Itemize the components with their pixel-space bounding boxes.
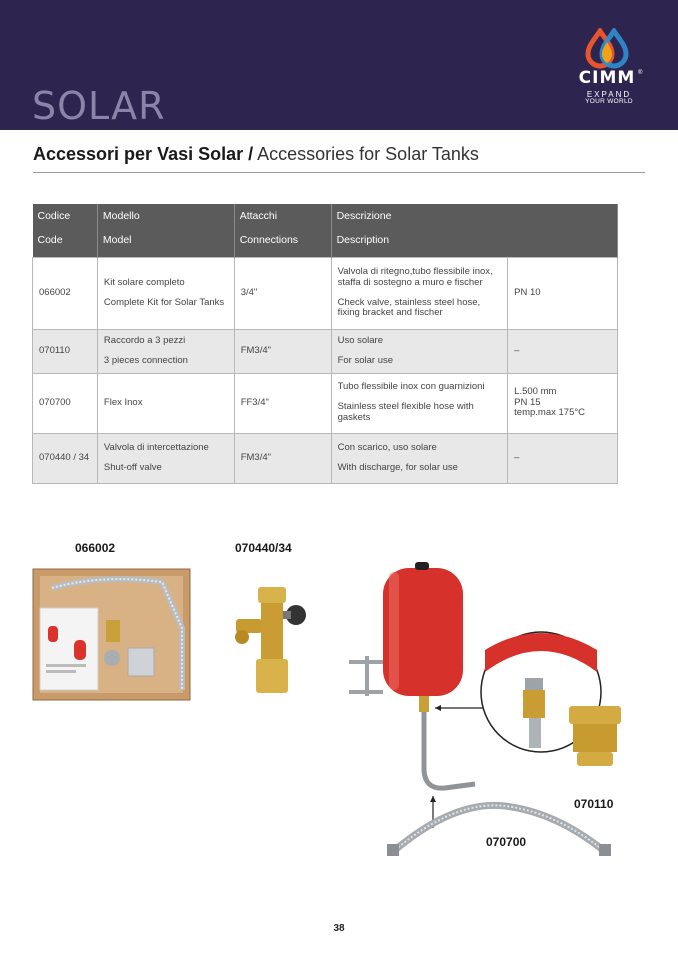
- label-connection: 070110: [574, 797, 614, 811]
- cimm-logo: [576, 28, 646, 110]
- cell-model: Valvola di intercettazione Shut-off valve: [97, 433, 234, 483]
- cell-code: 070110: [33, 329, 98, 373]
- table-row: [33, 373, 618, 433]
- cell-code: 070440 / 34: [33, 433, 98, 483]
- accessories-table: [32, 204, 618, 484]
- table-header-row: [33, 204, 618, 257]
- solar-kit-box-image: [32, 568, 192, 702]
- cell-code: 066002: [33, 257, 98, 329]
- cell-notes: L.500 mm PN 15 temp.max 175°C: [508, 373, 618, 433]
- label-valve: 070440/34: [235, 541, 292, 555]
- label-hose: 070700: [486, 835, 527, 849]
- col-header-model: Modello Model: [97, 204, 234, 257]
- drop-logo-icon: [576, 28, 638, 70]
- cell-connection: FM3/4": [234, 329, 331, 373]
- cell-connection: 3/4": [234, 257, 331, 329]
- logo-tagline-expand: EXPAND: [586, 90, 632, 99]
- section-title-it: Accessori per Vasi Solar /: [33, 144, 254, 164]
- cell-model: Raccordo a 3 pezzi 3 pieces connection: [97, 329, 234, 373]
- logo-tagline-world: YOUR WORLD: [585, 98, 633, 105]
- cell-description: Con scarico, uso solare With discharge, for solar use: [331, 433, 508, 483]
- cell-model: Kit solare completo Complete Kit for Solar Tanks: [97, 257, 234, 329]
- header-title: SOLAR: [32, 84, 166, 128]
- page-number: 38: [333, 923, 345, 934]
- cell-connection: FF3/4": [234, 373, 331, 433]
- cell-description: Uso solare For solar use: [331, 329, 508, 373]
- header-banner: [0, 0, 678, 130]
- cell-notes: PN 10: [508, 257, 618, 329]
- label-kit: 066002: [75, 541, 116, 555]
- col-header-code: Codice Code: [33, 204, 98, 257]
- cell-code: 070700: [33, 373, 98, 433]
- logo-wordmark: CIMM: [578, 68, 636, 88]
- col-header-connections: Attacchi Connections: [234, 204, 331, 257]
- table-row: [33, 257, 618, 329]
- cell-description: Valvola di ritegno,tubo flessibile inox, staffa di sostegno a muro e fischer Check valve, stainless steel hose, fixing bracket and fischer: [331, 257, 508, 329]
- section-title-en: Accessories for Solar Tanks: [257, 144, 479, 164]
- title-divider: [33, 172, 645, 173]
- cell-notes: –: [508, 329, 618, 373]
- table-row: [33, 329, 618, 373]
- cell-notes: –: [508, 433, 618, 483]
- solar-tank-assembly-image: [345, 560, 645, 860]
- cell-model: Flex Inox: [97, 373, 234, 433]
- cell-connection: FM3/4": [234, 433, 331, 483]
- table-row: [33, 433, 618, 483]
- section-title: [33, 144, 479, 165]
- shutoff-valve-image: [228, 585, 314, 695]
- col-header-description: Descrizione Description: [331, 204, 617, 257]
- cell-description: Tubo flessibile inox con guarnizioni Stainless steel flexible hose with gaskets: [331, 373, 508, 433]
- logo-registered-mark: ®: [638, 70, 643, 76]
